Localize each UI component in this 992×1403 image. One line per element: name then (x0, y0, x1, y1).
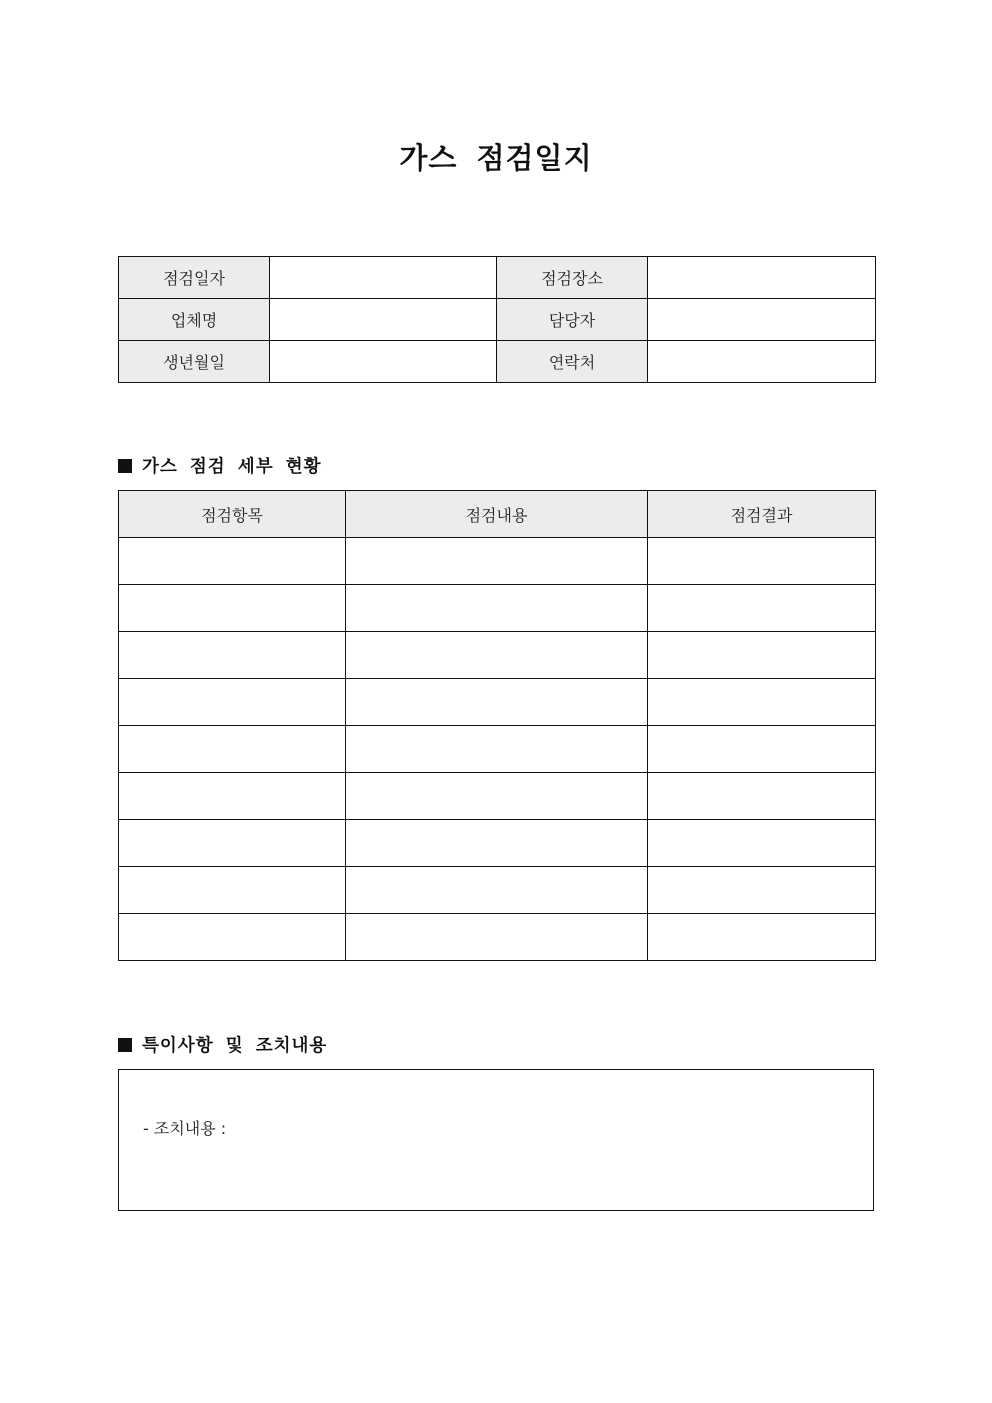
cell-content[interactable] (346, 632, 648, 679)
cell-item[interactable] (119, 914, 346, 961)
info-row (119, 257, 876, 299)
cell-item[interactable] (119, 538, 346, 585)
info-row (119, 341, 876, 383)
detail-section-heading-text: 가스 점검 세부 현황 (142, 457, 322, 477)
cell-result[interactable] (648, 726, 876, 773)
info-value-company-name[interactable] (270, 299, 497, 341)
info-label-birth-date: 생년월일 (119, 341, 270, 383)
cell-item[interactable] (119, 679, 346, 726)
cell-content[interactable] (346, 820, 648, 867)
cell-item[interactable] (119, 773, 346, 820)
cell-item[interactable] (119, 632, 346, 679)
cell-result[interactable] (648, 820, 876, 867)
cell-result[interactable] (648, 773, 876, 820)
notes-section-heading-text: 특이사항 및 조치내용 (142, 1036, 328, 1056)
table-row (119, 867, 876, 914)
cell-item[interactable] (119, 867, 346, 914)
info-value-inspection-date[interactable] (270, 257, 497, 299)
square-bullet-icon (118, 1038, 132, 1052)
info-value-manager[interactable] (648, 299, 876, 341)
cell-result[interactable] (648, 914, 876, 961)
cell-item[interactable] (119, 820, 346, 867)
cell-result[interactable] (648, 585, 876, 632)
notes-box[interactable] (118, 1069, 874, 1211)
cell-content[interactable] (346, 773, 648, 820)
cell-result[interactable] (648, 679, 876, 726)
cell-content[interactable] (346, 538, 648, 585)
table-row (119, 632, 876, 679)
info-table (118, 256, 876, 383)
column-header-item: 점검항목 (119, 491, 346, 538)
cell-content[interactable] (346, 679, 648, 726)
detail-table (118, 490, 876, 961)
info-row (119, 299, 876, 341)
square-bullet-icon (118, 459, 132, 473)
cell-result[interactable] (648, 867, 876, 914)
info-value-birth-date[interactable] (270, 341, 497, 383)
cell-content[interactable] (346, 726, 648, 773)
column-header-result: 점검결과 (648, 491, 876, 538)
cell-result[interactable] (648, 538, 876, 585)
column-header-content: 점검내용 (346, 491, 648, 538)
detail-section-heading (118, 453, 322, 478)
cell-content[interactable] (346, 914, 648, 961)
table-row (119, 914, 876, 961)
info-label-inspection-place: 점검장소 (497, 257, 648, 299)
table-row (119, 820, 876, 867)
info-value-inspection-place[interactable] (648, 257, 876, 299)
cell-item[interactable] (119, 585, 346, 632)
detail-header-row (119, 491, 876, 538)
info-label-contact: 연락처 (497, 341, 648, 383)
notes-section-heading (118, 1032, 327, 1057)
cell-item[interactable] (119, 726, 346, 773)
info-label-manager: 담당자 (497, 299, 648, 341)
table-row (119, 538, 876, 585)
info-value-contact[interactable] (648, 341, 876, 383)
info-label-inspection-date: 점검일자 (119, 257, 270, 299)
cell-content[interactable] (346, 585, 648, 632)
info-label-company-name: 업체명 (119, 299, 270, 341)
table-row (119, 773, 876, 820)
cell-content[interactable] (346, 867, 648, 914)
table-row (119, 726, 876, 773)
document-title: 가스 점검일지 (399, 141, 593, 175)
action-taken-line: - 조치내용 : (143, 1119, 227, 1138)
table-row (119, 585, 876, 632)
table-row (119, 679, 876, 726)
cell-result[interactable] (648, 632, 876, 679)
